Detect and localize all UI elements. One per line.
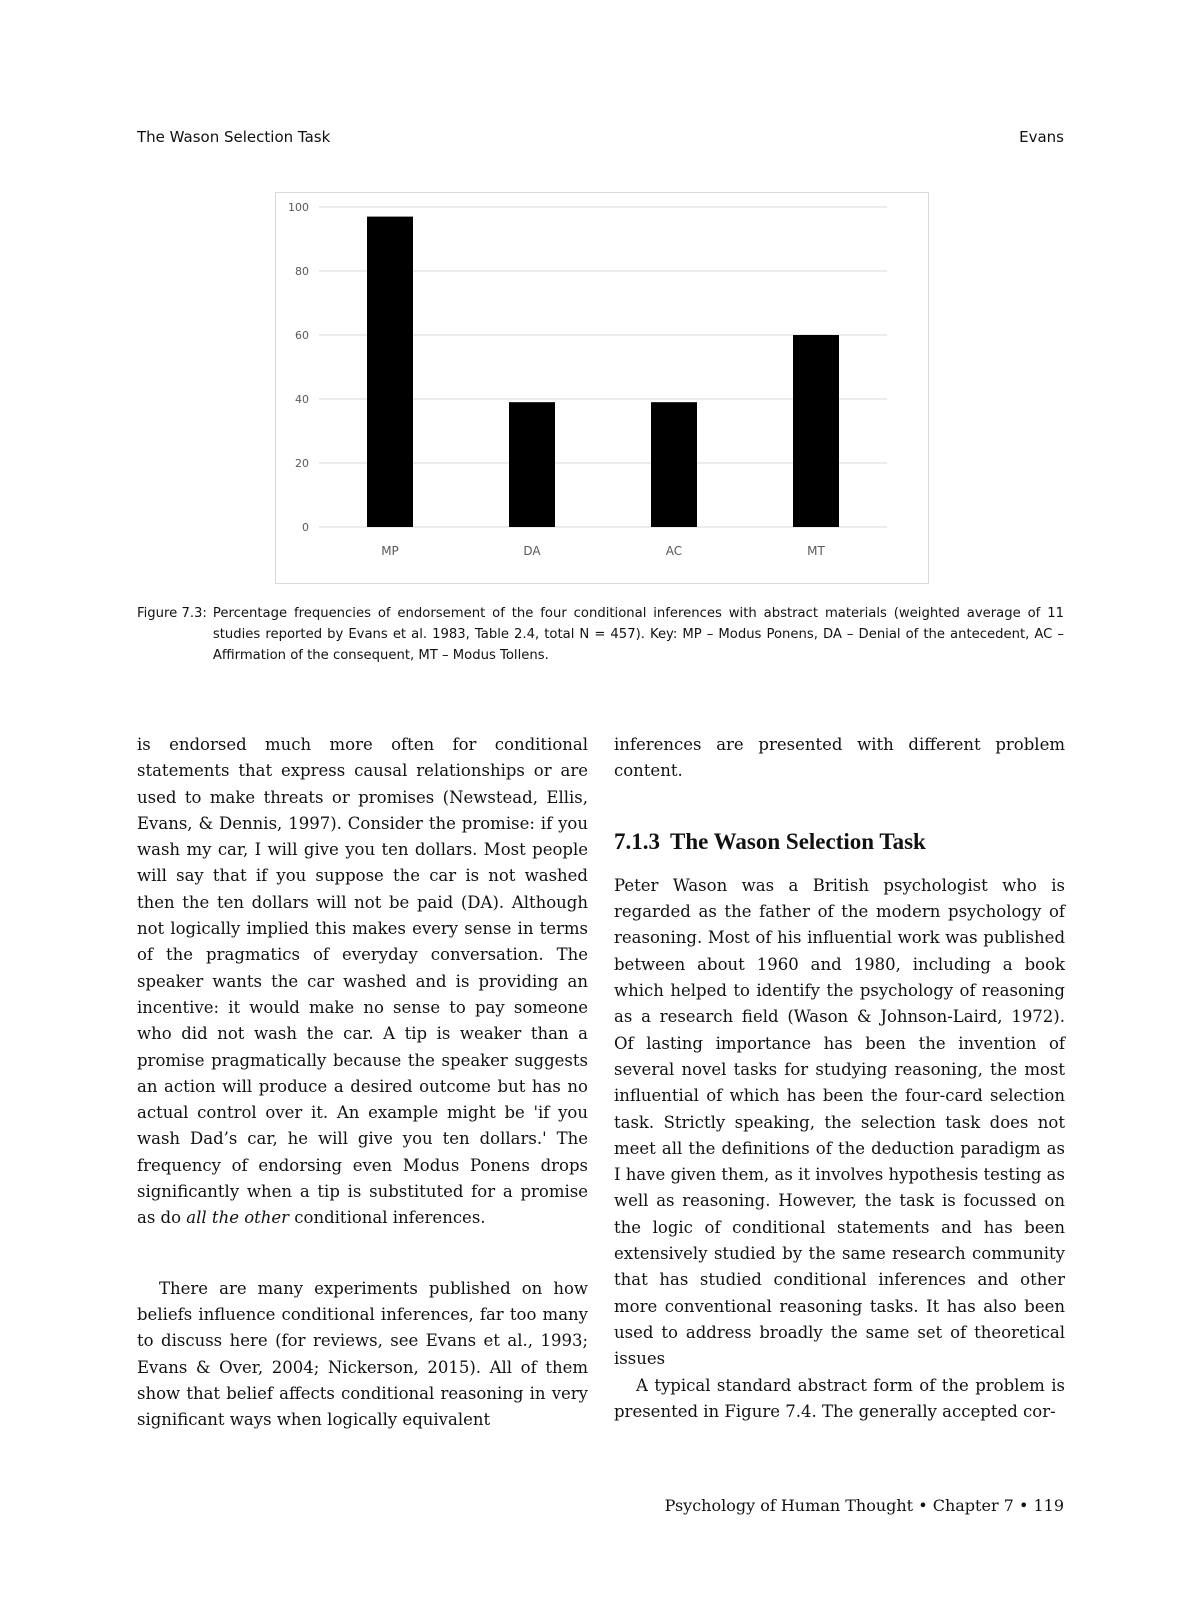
y-tick-label: 40 xyxy=(295,393,309,406)
figure-label: Figure 7.3: xyxy=(137,606,207,621)
x-tick-label-mp: MP xyxy=(381,544,399,558)
running-head-title: The Wason Selection Task xyxy=(137,128,331,146)
paragraph-peter-wason: Peter Wason was a British psychologist who is regarded as the father of the modern psychology of reasoning. Most of his influential work was published between about 1960 and 1980, including a book which helped to identify the psychology of reasoning as a research field (Wason & Johnson-Laird, 1972). Of lasting importance has been the invention of several novel tasks for studying reasoning, the most influential of which has been the four-card selection task. Strictly speaking, the selection task does not meet all the definitions of the deduction paradigm as I have given them, as it involves hypothesis testing as well as reasoning. However, the task is focussed on the logic of conditional statements and has been extensively studied by the same research community that has studied conditional inferences and other more conventional reasoning tasks. It has also been used to address broadly the same set of theoretical issues xyxy=(614,875,1065,1369)
y-tick-label: 0 xyxy=(302,521,309,534)
section-heading xyxy=(614,829,1065,855)
bar-mp xyxy=(367,217,413,527)
paragraph-continued: inferences are presented with different problem content. xyxy=(614,735,1065,781)
paragraph-text-end: conditional inferences. xyxy=(289,1208,486,1228)
x-tick-label-ac: AC xyxy=(665,544,683,558)
section-number: 7.1.3 xyxy=(614,828,660,854)
emphasis-text: all the other xyxy=(186,1208,290,1228)
y-tick-label: 100 xyxy=(288,201,309,214)
bar-chart-frame xyxy=(275,192,929,584)
right-column xyxy=(614,732,1065,1425)
left-column xyxy=(137,732,588,1433)
bar-mt xyxy=(793,335,839,527)
bar-ac xyxy=(651,402,697,527)
figure-caption-text: Percentage frequencies of endorsement of the four conditional inferences with abstract materials (weighted average of 11 studies reported by Evans et al. 1983, Table 2.4, total N = 457). Key: MP – Modus Ponens, DA – Denial of the antecedent, AC – Affirmation of the consequent, MT – Modus Tollens. xyxy=(212,606,1064,663)
page-footer: Psychology of Human Thought • Chapter 7 • 119 xyxy=(664,1496,1064,1515)
y-tick-label: 80 xyxy=(295,265,309,278)
paragraph-belief-experiments: There are many experiments published on how beliefs influence conditional inferences, far too many to discuss here (for reviews, see Evans et al., 1993; Evans & Over, 2004; Nickerson, 2015). All of them show that belief affects conditional reasoning in very significant ways when logically equivalent xyxy=(137,1278,588,1430)
bar-da xyxy=(509,402,555,527)
bar-chart xyxy=(276,193,928,583)
y-tick-label: 60 xyxy=(295,329,309,342)
figure-caption xyxy=(137,603,1064,666)
running-head xyxy=(137,128,1064,146)
paragraph-causal-statements xyxy=(137,732,588,1232)
x-tick-label-mt: MT xyxy=(807,544,825,558)
y-tick-label: 20 xyxy=(295,457,309,470)
section-title: The Wason Selection Task xyxy=(670,828,926,854)
x-tick-label-da: DA xyxy=(523,544,541,558)
running-head-author: Evans xyxy=(1019,128,1064,146)
paragraph-typical-form: A typical standard abstract form of the problem is presented in Figure 7.4. The generally accepted cor- xyxy=(614,1375,1065,1421)
paragraph-text: is endorsed much more often for conditional statements that express causal relationships or are used to make threats or promises (Newstead, Ellis, Evans, & Dennis, 1997). Consider the promise: if you wash my car, I will give you ten dollars. Most people will say that if you suppose the car is not washed then the ten dollars will not be paid (DA). Although not logically implied this makes every sense in terms of the pragmatics of everyday conversation. The speaker wants the car washed and is providing an incentive: it would make no sense to pay someone who did not wash the car. A tip is weaker than a promise pragmatically because the speaker suggests an action will produce a desired outcome but has no actual control over it. An example might be 'if you wash Dad’s car, he will give you ten dollars.' The frequency of endorsing even Modus Ponens drops significantly when a tip is substituted for a promise as do xyxy=(137,735,588,1228)
